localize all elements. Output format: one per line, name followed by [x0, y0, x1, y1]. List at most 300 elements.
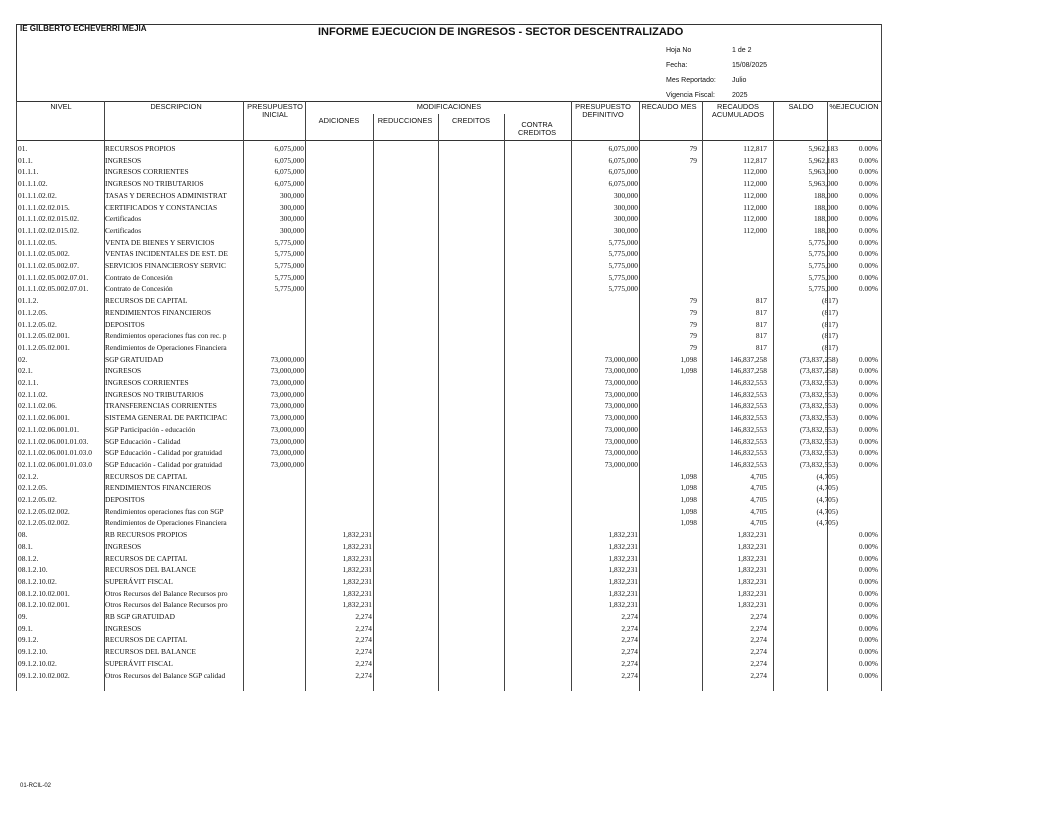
col-presupuesto-definitivo-line2: DEFINITIVO	[582, 110, 624, 119]
ejecucion-cell: 0.00%	[858, 155, 878, 165]
presupuesto-definitivo-cell: 5,775,000	[608, 272, 638, 282]
meta-value: 15/08/2025	[732, 62, 768, 69]
recaudos-acumulados-cell: 146,832,553	[730, 401, 767, 411]
presupuesto-definitivo-cell: 1,832,231	[608, 553, 638, 563]
ejecucion-cell: 0.00%	[858, 600, 878, 610]
nivel-cell: 02.1.	[18, 366, 33, 376]
nivel-cell: 08.1.2.10.02.001.	[18, 588, 70, 598]
ejecucion-cell: 0.00%	[858, 389, 878, 399]
ejecucion-cell: 0.00%	[858, 272, 878, 282]
ejecucion-cell: 0.00%	[858, 413, 878, 423]
saldo-cell: (4,705)	[816, 506, 838, 516]
table-row	[16, 529, 882, 541]
saldo-cell: (4,705)	[816, 495, 838, 504]
saldo-cell: 188,000	[813, 190, 838, 200]
presupuesto-definitivo-cell: 73,000,000	[604, 413, 638, 423]
nivel-cell: 02.1.1.02.06.001.01.03.0	[18, 448, 92, 458]
ejecucion-cell: 0.00%	[858, 541, 878, 551]
saldo-cell: (817)	[821, 331, 838, 341]
table-row	[16, 365, 882, 377]
presupuesto-definitivo-cell: 73,000,000	[604, 436, 638, 446]
ejecucion-cell: 0.00%	[858, 401, 878, 411]
adiciones-cell: 1,832,231	[342, 588, 372, 598]
ejecucion-cell: 0.00%	[858, 378, 878, 387]
nivel-cell: 01.1.2.05.02.001.	[18, 342, 70, 352]
description-cell: TASAS Y DERECHOS ADMINISTRAT	[105, 190, 227, 200]
description-cell: SUPERÁVIT FISCAL	[105, 658, 173, 668]
meta-label: Mes Reportado:	[666, 77, 716, 84]
nivel-cell: 01.1.	[18, 155, 33, 165]
description-cell: Rendimientos operaciones ftas con SGP	[105, 506, 224, 516]
ejecucion-cell: 0.00%	[858, 424, 878, 434]
presupuesto-inicial-cell: 5,775,000	[274, 272, 304, 282]
presupuesto-definitivo-cell: 300,000	[613, 190, 638, 200]
saldo-cell: (817)	[821, 307, 838, 317]
saldo-cell: 5,775,000	[808, 249, 838, 259]
recaudos-acumulados-cell: 112,000	[743, 202, 767, 212]
ejecucion-cell: 0.00%	[858, 436, 878, 446]
saldo-cell: (817)	[821, 342, 838, 352]
recaudos-acumulados-cell: 2,274	[750, 647, 767, 657]
presupuesto-definitivo-cell: 73,000,000	[604, 354, 638, 364]
ejecucion-cell: 0.00%	[858, 612, 878, 621]
recaudos-acumulados-cell: 146,832,553	[730, 448, 767, 458]
saldo-cell: 188,000	[813, 225, 838, 235]
description-cell: SUPERÁVIT FISCAL	[105, 576, 173, 586]
table-row	[16, 588, 882, 600]
presupuesto-inicial-cell: 300,000	[279, 202, 304, 212]
table-row	[16, 354, 882, 366]
recaudo-mes-cell: 79	[689, 342, 697, 352]
presupuesto-definitivo-cell: 300,000	[613, 225, 638, 235]
table-row	[16, 248, 882, 260]
presupuesto-inicial-cell: 73,000,000	[270, 413, 304, 423]
nivel-cell: 01.1.1.02.02.015.02.	[18, 225, 79, 235]
adiciones-cell: 2,274	[355, 635, 372, 645]
presupuesto-definitivo-cell: 1,832,231	[608, 541, 638, 551]
saldo-cell: 5,775,000	[808, 237, 838, 247]
col-recaudos-acumulados	[704, 103, 772, 119]
col-contra-creditos-line1: CONTRA	[521, 120, 553, 129]
presupuesto-definitivo-cell: 300,000	[613, 214, 638, 224]
presupuesto-inicial-cell: 73,000,000	[270, 459, 304, 469]
table-row	[16, 634, 882, 646]
table-row	[16, 553, 882, 565]
recaudos-acumulados-cell: 4,705	[750, 506, 767, 516]
description-cell: DEPOSITOS	[105, 495, 145, 504]
adiciones-cell: 1,832,231	[342, 530, 372, 540]
presupuesto-definitivo-cell: 73,000,000	[604, 366, 638, 376]
nivel-cell: 02.1.2.05.02.002.	[18, 518, 70, 528]
recaudos-acumulados-cell: 112,000	[743, 190, 767, 200]
table-row	[16, 412, 882, 424]
recaudos-acumulados-cell: 817	[755, 331, 767, 341]
nivel-cell: 09.1.2.10.02.002.	[18, 670, 70, 680]
table-row	[16, 482, 882, 494]
table-row	[16, 260, 882, 272]
saldo-cell: (817)	[821, 296, 838, 306]
description-cell: INGRESOS CORRIENTES	[105, 167, 189, 177]
nivel-cell: 08.1.2.	[18, 553, 39, 563]
recaudos-acumulados-cell: 817	[755, 296, 767, 306]
ejecucion-cell: 0.00%	[858, 448, 878, 458]
nivel-cell: 01.1.1.02.02.	[18, 190, 57, 200]
table-row	[16, 225, 882, 237]
recaudos-acumulados-cell: 1,832,231	[737, 541, 767, 551]
meta-value: Julio	[732, 77, 747, 84]
description-cell: TRANSFERENCIAS CORRIENTES	[105, 401, 217, 411]
description-cell: DEPOSITOS	[105, 319, 145, 329]
recaudos-acumulados-cell: 817	[755, 319, 767, 329]
ejecucion-cell: 0.00%	[858, 670, 878, 680]
presupuesto-inicial-cell: 300,000	[279, 214, 304, 224]
table-row	[16, 377, 882, 389]
ejecucion-cell: 0.00%	[858, 284, 878, 294]
recaudos-acumulados-cell: 4,705	[750, 518, 767, 528]
ejecucion-cell: 0.00%	[858, 354, 878, 364]
description-cell: INGRESOS	[105, 623, 142, 633]
ejecucion-cell: 0.00%	[858, 623, 878, 633]
ejecucion-cell: 0.00%	[858, 179, 878, 189]
description-cell: INGRESOS NO TRIBUTARIOS	[105, 179, 204, 189]
recaudos-acumulados-cell: 4,705	[750, 495, 767, 504]
recaudos-acumulados-cell: 4,705	[750, 471, 767, 481]
recaudo-mes-cell: 79	[689, 319, 697, 329]
description-cell: Contrato de Concesión	[105, 284, 173, 294]
presupuesto-definitivo-cell: 73,000,000	[604, 459, 638, 469]
nivel-cell: 08.1.2.10.02.001.	[18, 600, 70, 610]
presupuesto-inicial-cell: 73,000,000	[270, 354, 304, 364]
presupuesto-definitivo-cell: 2,274	[621, 670, 638, 680]
nivel-cell: 08.1.	[18, 541, 33, 551]
recaudos-acumulados-cell: 146,832,553	[730, 413, 767, 423]
table-row	[16, 295, 882, 307]
col-presupuesto-inicial	[244, 103, 306, 119]
table-row	[16, 389, 882, 401]
saldo-cell: (73,832,553)	[799, 401, 838, 411]
description-cell: Rendimientos operaciones ftas con rec. p	[105, 331, 227, 341]
nivel-cell: 08.	[18, 530, 28, 540]
col-recaudo-mes: RECAUDO MES	[641, 102, 697, 111]
presupuesto-definitivo-cell: 73,000,000	[604, 401, 638, 411]
col-ejecucion: %EJECUCION	[829, 102, 879, 111]
table-row	[16, 623, 882, 635]
presupuesto-inicial-cell: 5,775,000	[274, 284, 304, 294]
nivel-cell: 02.1.1.02.06.001.	[18, 413, 70, 423]
recaudos-acumulados-cell: 2,274	[750, 635, 767, 645]
col-contra-creditos	[506, 121, 568, 137]
presupuesto-definitivo-cell: 5,775,000	[608, 249, 638, 259]
table-row	[16, 166, 882, 178]
presupuesto-inicial-cell: 73,000,000	[270, 366, 304, 376]
meta-label: Fecha:	[666, 62, 688, 69]
recaudos-acumulados-cell: 112,000	[743, 167, 767, 177]
nivel-cell: 01.1.1.02.05.002.07.01.	[18, 272, 89, 282]
nivel-cell: 01.1.2.	[18, 296, 39, 306]
table-row	[16, 190, 882, 202]
table-row	[16, 658, 882, 670]
recaudo-mes-cell: 1,098	[680, 506, 697, 516]
saldo-cell: 5,962,183	[808, 155, 838, 165]
table-row	[16, 424, 882, 436]
recaudos-acumulados-cell: 146,832,553	[730, 389, 767, 399]
table-row	[16, 447, 882, 459]
description-cell: INGRESOS	[105, 541, 142, 551]
table-row	[16, 646, 882, 658]
description-cell: CERTIFICADOS Y CONSTANCIAS	[105, 202, 218, 212]
saldo-cell: 188,000	[813, 202, 838, 212]
description-cell: Rendimientos de Operaciones Financiera	[105, 518, 227, 528]
description-cell: Certificados	[105, 225, 142, 235]
saldo-cell: (73,832,553)	[799, 413, 838, 423]
presupuesto-definitivo-cell: 2,274	[621, 635, 638, 645]
nivel-cell: 01.1.1.02.05.002.07.	[18, 261, 79, 270]
saldo-cell: 5,963,000	[808, 167, 838, 177]
nivel-cell: 08.1.2.10.02.	[18, 576, 57, 586]
ejecucion-cell: 0.00%	[858, 366, 878, 376]
recaudo-mes-cell: 1,098	[680, 366, 697, 376]
presupuesto-definitivo-cell: 5,775,000	[608, 284, 638, 294]
nivel-cell: 01.1.1.02.05.002.	[18, 249, 70, 259]
presupuesto-inicial-cell: 6,075,000	[274, 179, 304, 189]
recaudos-acumulados-cell: 1,832,231	[737, 565, 767, 575]
table-row	[16, 400, 882, 412]
presupuesto-definitivo-cell: 1,832,231	[608, 565, 638, 575]
table-row	[16, 506, 882, 518]
description-cell: RECURSOS PROPIOS	[105, 144, 176, 153]
description-cell: RECURSOS DE CAPITAL	[105, 553, 188, 563]
ejecucion-cell: 0.00%	[858, 144, 878, 153]
presupuesto-definitivo-cell: 1,832,231	[608, 576, 638, 586]
recaudos-acumulados-cell: 4,705	[750, 483, 767, 493]
nivel-cell: 01.1.1.	[18, 167, 39, 177]
ejecucion-cell: 0.00%	[858, 459, 878, 469]
recaudo-mes-cell: 79	[689, 331, 697, 341]
adiciones-cell: 1,832,231	[342, 576, 372, 586]
recaudo-mes-cell: 79	[689, 307, 697, 317]
table-row	[16, 178, 882, 190]
table-row	[16, 272, 882, 284]
saldo-cell: 5,775,000	[808, 261, 838, 270]
nivel-cell: 09.1.2.10.	[18, 647, 48, 657]
description-cell: Certificados	[105, 214, 142, 224]
ejecucion-cell: 0.00%	[858, 553, 878, 563]
nivel-cell: 01.1.1.02.02.015.	[18, 202, 70, 212]
ejecucion-cell: 0.00%	[858, 190, 878, 200]
table-row	[16, 213, 882, 225]
adiciones-cell: 2,274	[355, 647, 372, 657]
col-presupuesto-inicial-line2: INICIAL	[262, 110, 288, 119]
recaudos-acumulados-cell: 146,837,258	[730, 366, 767, 376]
presupuesto-inicial-cell: 73,000,000	[270, 448, 304, 458]
adiciones-cell: 1,832,231	[342, 600, 372, 610]
ejecucion-cell: 0.00%	[858, 658, 878, 668]
description-cell: RECURSOS DE CAPITAL	[105, 296, 188, 306]
adiciones-cell: 1,832,231	[342, 565, 372, 575]
description-cell: RENDIMIENTOS FINANCIEROS	[105, 307, 212, 317]
ejecucion-cell: 0.00%	[858, 647, 878, 657]
presupuesto-definitivo-cell: 73,000,000	[604, 378, 638, 387]
presupuesto-inicial-cell: 5,775,000	[274, 249, 304, 259]
presupuesto-inicial-cell: 73,000,000	[270, 436, 304, 446]
description-cell: VENTAS INCIDENTALES DE EST. DE	[105, 249, 228, 259]
nivel-cell: 02.1.1.02.06.001.01.03.0	[18, 459, 92, 469]
nivel-cell: 01.1.1.02.05.	[18, 237, 57, 247]
recaudos-acumulados-cell: 146,832,553	[730, 459, 767, 469]
recaudos-acumulados-cell: 2,274	[750, 670, 767, 680]
recaudos-acumulados-cell: 817	[755, 307, 767, 317]
adiciones-cell: 2,274	[355, 670, 372, 680]
nivel-cell: 01.1.1.02.	[18, 179, 48, 189]
description-cell: SERVICIOS FINANCIEROSY SERVIC	[105, 261, 226, 270]
report-title: INFORME EJECUCION DE INGRESOS - SECTOR DESCENTRALIZADO	[318, 26, 684, 38]
saldo-cell: (73,832,553)	[799, 424, 838, 434]
description-cell: SGP Educación - Calidad por gratuidad	[105, 448, 222, 458]
table-row	[16, 494, 882, 506]
table-row	[16, 436, 882, 448]
ejecucion-cell: 0.00%	[858, 576, 878, 586]
ejecucion-cell: 0.00%	[858, 249, 878, 259]
ejecucion-cell: 0.00%	[858, 565, 878, 575]
col-contra-creditos-line2: CREDITOS	[517, 128, 557, 137]
nivel-cell: 09.	[18, 612, 28, 621]
description-cell: RECURSOS DE CAPITAL	[105, 635, 188, 645]
col-creditos: CREDITOS	[451, 116, 491, 125]
table-row	[16, 330, 882, 342]
recaudos-acumulados-cell: 146,832,553	[730, 424, 767, 434]
col-adiciones: ADICIONES	[318, 116, 360, 125]
presupuesto-definitivo-cell: 1,832,231	[608, 530, 638, 540]
recaudo-mes-cell: 1,098	[680, 495, 697, 504]
presupuesto-inicial-cell: 6,075,000	[274, 167, 304, 177]
adiciones-cell: 2,274	[355, 623, 372, 633]
report-page	[16, 24, 882, 690]
ejecucion-cell: 0.00%	[858, 214, 878, 224]
description-cell: Otros Recursos del Balance SGP calidad	[105, 670, 226, 680]
meta-label: Hoja No	[666, 47, 692, 54]
adiciones-cell: 1,832,231	[342, 541, 372, 551]
col-modificaciones: MODIFICACIONES	[416, 102, 482, 111]
nivel-cell: 02.1.1.02.06.001.01.	[18, 424, 79, 434]
adiciones-cell: 2,274	[355, 658, 372, 668]
recaudos-acumulados-cell: 112,000	[743, 179, 767, 189]
presupuesto-inicial-cell: 5,775,000	[274, 237, 304, 247]
description-cell: Otros Recursos del Balance Recursos pro	[105, 588, 228, 598]
meta-value: 1 de 2	[732, 47, 752, 54]
table-row	[16, 576, 882, 588]
presupuesto-definitivo-cell: 6,075,000	[608, 144, 638, 153]
saldo-cell: (817)	[821, 319, 838, 329]
saldo-cell: (73,832,553)	[799, 448, 838, 458]
presupuesto-definitivo-cell: 2,274	[621, 647, 638, 657]
ejecucion-cell: 0.00%	[858, 261, 878, 270]
ejecucion-cell: 0.00%	[858, 635, 878, 645]
recaudos-acumulados-cell: 1,832,231	[737, 588, 767, 598]
table-row	[16, 307, 882, 319]
presupuesto-definitivo-cell: 5,775,000	[608, 237, 638, 247]
presupuesto-inicial-cell: 6,075,000	[274, 155, 304, 165]
description-cell: Rendimientos de Operaciones Financiera	[105, 342, 227, 352]
col-presupuesto-inicial-line1: PRESUPUESTO	[247, 102, 303, 111]
recaudos-acumulados-cell: 1,832,231	[737, 600, 767, 610]
description-cell: SGP Educación - Calidad por gratuidad	[105, 459, 222, 469]
description-cell: SISTEMA GENERAL DE PARTICIPAC	[105, 413, 228, 423]
ejecucion-cell: 0.00%	[858, 202, 878, 212]
description-cell: INGRESOS NO TRIBUTARIOS	[105, 389, 204, 399]
saldo-cell: (4,705)	[816, 471, 838, 481]
presupuesto-definitivo-cell: 300,000	[613, 202, 638, 212]
presupuesto-inicial-cell: 6,075,000	[274, 144, 304, 153]
recaudo-mes-cell: 1,098	[680, 483, 697, 493]
description-cell: Otros Recursos del Balance Recursos pro	[105, 600, 228, 610]
saldo-cell: (73,837,258)	[799, 366, 838, 376]
col-recaudos-acumulados-line1: RECAUDOS	[717, 102, 759, 111]
table-row	[16, 517, 882, 529]
description-cell: INGRESOS CORRIENTES	[105, 378, 189, 387]
col-presupuesto-definitivo	[573, 103, 633, 119]
nivel-cell: 02.1.2.05.02.	[18, 495, 57, 504]
table-row	[16, 459, 882, 471]
presupuesto-definitivo-cell: 6,075,000	[608, 167, 638, 177]
description-cell: INGRESOS	[105, 155, 142, 165]
recaudos-acumulados-cell: 1,832,231	[737, 576, 767, 586]
recaudo-mes-cell: 79	[689, 144, 697, 153]
table-row	[16, 471, 882, 483]
presupuesto-definitivo-cell: 5,775,000	[608, 261, 638, 270]
saldo-cell: (73,837,258)	[799, 354, 838, 364]
presupuesto-inicial-cell: 300,000	[279, 225, 304, 235]
nivel-cell: 02.1.1.02.06.001.01.03.	[18, 436, 89, 446]
recaudos-acumulados-cell: 146,837,258	[730, 354, 767, 364]
table-row	[16, 541, 882, 553]
table-row	[16, 155, 882, 167]
saldo-cell: (4,705)	[816, 518, 838, 528]
ejecucion-cell: 0.00%	[858, 225, 878, 235]
adiciones-cell: 2,274	[355, 612, 372, 621]
recaudos-acumulados-cell: 112,817	[743, 155, 767, 165]
description-cell: RB SGP GRATUIDAD	[105, 612, 175, 621]
recaudos-acumulados-cell: 112,817	[743, 144, 767, 153]
presupuesto-definitivo-cell: 1,832,231	[608, 600, 638, 610]
nivel-cell: 02.	[18, 354, 28, 364]
meta-value: 2025	[732, 92, 748, 99]
saldo-cell: 5,775,000	[808, 272, 838, 282]
table-row	[16, 237, 882, 249]
nivel-cell: 02.1.2.05.	[18, 483, 48, 493]
presupuesto-definitivo-cell: 1,832,231	[608, 588, 638, 598]
nivel-cell: 02.1.2.05.02.002.	[18, 506, 70, 516]
nivel-cell: 09.1.2.	[18, 635, 39, 645]
presupuesto-definitivo-cell: 2,274	[621, 623, 638, 633]
description-cell: RENDIMIENTOS FINANCIEROS	[105, 483, 212, 493]
presupuesto-inicial-cell: 5,775,000	[274, 261, 304, 270]
presupuesto-definitivo-cell: 73,000,000	[604, 448, 638, 458]
col-presupuesto-definitivo-line1: PRESUPUESTO	[575, 102, 631, 111]
col-reducciones: REDUCCIONES	[377, 116, 433, 125]
meta-label: Vigencia Fiscal:	[666, 92, 715, 99]
col-saldo: SALDO	[788, 102, 814, 111]
description-cell: INGRESOS	[105, 366, 142, 376]
recaudos-acumulados-cell: 146,832,553	[730, 436, 767, 446]
nivel-cell: 01.1.1.02.02.015.02.	[18, 214, 79, 224]
saldo-cell: 5,775,000	[808, 284, 838, 294]
presupuesto-inicial-cell: 73,000,000	[270, 378, 304, 387]
ejecucion-cell: 0.00%	[858, 237, 878, 247]
presupuesto-definitivo-cell: 2,274	[621, 612, 638, 621]
nivel-cell: 08.1.2.10.	[18, 565, 48, 575]
nivel-cell: 02.1.1.02.	[18, 389, 48, 399]
ejecucion-cell: 0.00%	[858, 167, 878, 177]
